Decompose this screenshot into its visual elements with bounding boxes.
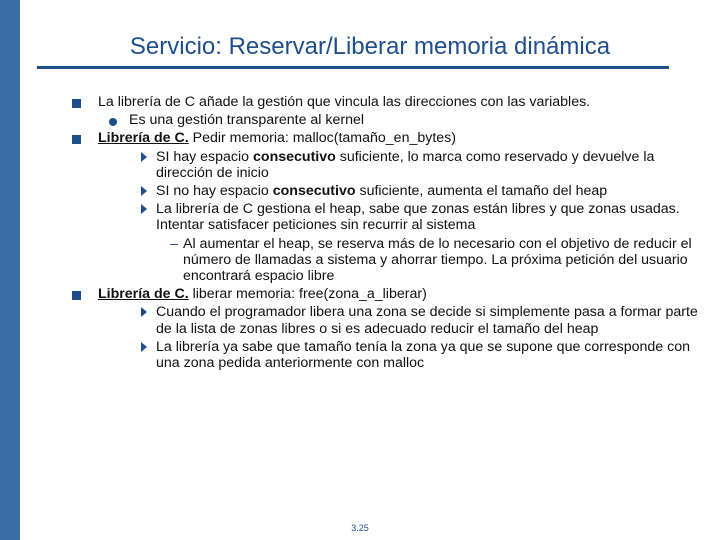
bold-keyword: consecutivo [272,183,356,200]
slide-body [0,94,720,373]
triangle-bullet-icon [141,307,147,317]
text-span: suficiente, aumenta el tamaño del heap [355,183,608,200]
round-bullet-icon [109,118,117,126]
bullet-item [0,130,720,146]
text-span: suficiente, lo marca como reservado y devuelve la dirección de inicio [156,148,655,181]
bullet-text [98,130,720,146]
bullet-text [156,149,698,181]
triangle-bullet-icon [141,152,147,162]
bullet-item [0,112,720,128]
bullet-item [0,183,720,199]
triangle-bullet-icon [141,342,147,352]
square-bullet-icon [72,99,81,108]
bullet-item [0,149,720,181]
bullet-text [156,183,698,199]
triangle-bullet-icon [141,204,147,214]
bullet-text: Al aumentar el heap, se reserva más de lo necesario con el objetivo de reducir el número de llamadas a sistema y ahorrar tiempo. La próxima petición del usuario encontrará espacio libre [183,235,692,285]
bold-keyword: consecutivo [253,148,336,165]
bullet-item [0,94,720,110]
title-underline [37,66,669,69]
triangle-bullet-icon [141,186,147,196]
slide-title: Servicio: Reservar/Liberar memoria dinámica [129,33,611,60]
library-label: Librería de C. [98,130,189,147]
bullet-text [98,286,720,302]
text-span: SI no hay espacio [156,183,273,200]
bullet-item [0,339,720,371]
bullet-item [0,286,720,302]
square-bullet-icon [72,135,81,144]
square-bullet-icon [72,291,81,300]
dash-bullet-icon: – [170,235,178,252]
malloc-text: Pedir memoria: malloc(tamaño_en_bytes) [188,130,456,147]
bullet-text: La librería ya sabe que tamaño tenía la zona ya que se supone que corresponde con una zona pedida anteriormente con malloc [156,338,690,372]
bullet-item [0,236,720,285]
free-text: liberar memoria: free(zona_a_liberar) [188,286,427,303]
bullet-text: Es una gestión transparente al kernel [129,112,365,129]
bullet-item [0,201,720,233]
bullet-text: La librería de C gestiona el heap, sabe que zonas están libres y que zonas usadas. Intentar satisfacer peticiones sin recurrir al sistema [156,201,680,234]
bullet-text: Cuando el programador libera una zona se decide si simplemente pasa a formar parte de la lista de zonas libres o si es adecuado reducir el tamaño del heap [156,304,698,337]
page-number: 3.25 [351,523,369,533]
bullet-text: La librería de C añade la gestión que vincula las direcciones con las variables. [98,94,591,110]
bullet-item [0,304,720,336]
text-span: SI hay espacio [156,148,254,165]
library-label: Librería de C. [98,286,189,303]
